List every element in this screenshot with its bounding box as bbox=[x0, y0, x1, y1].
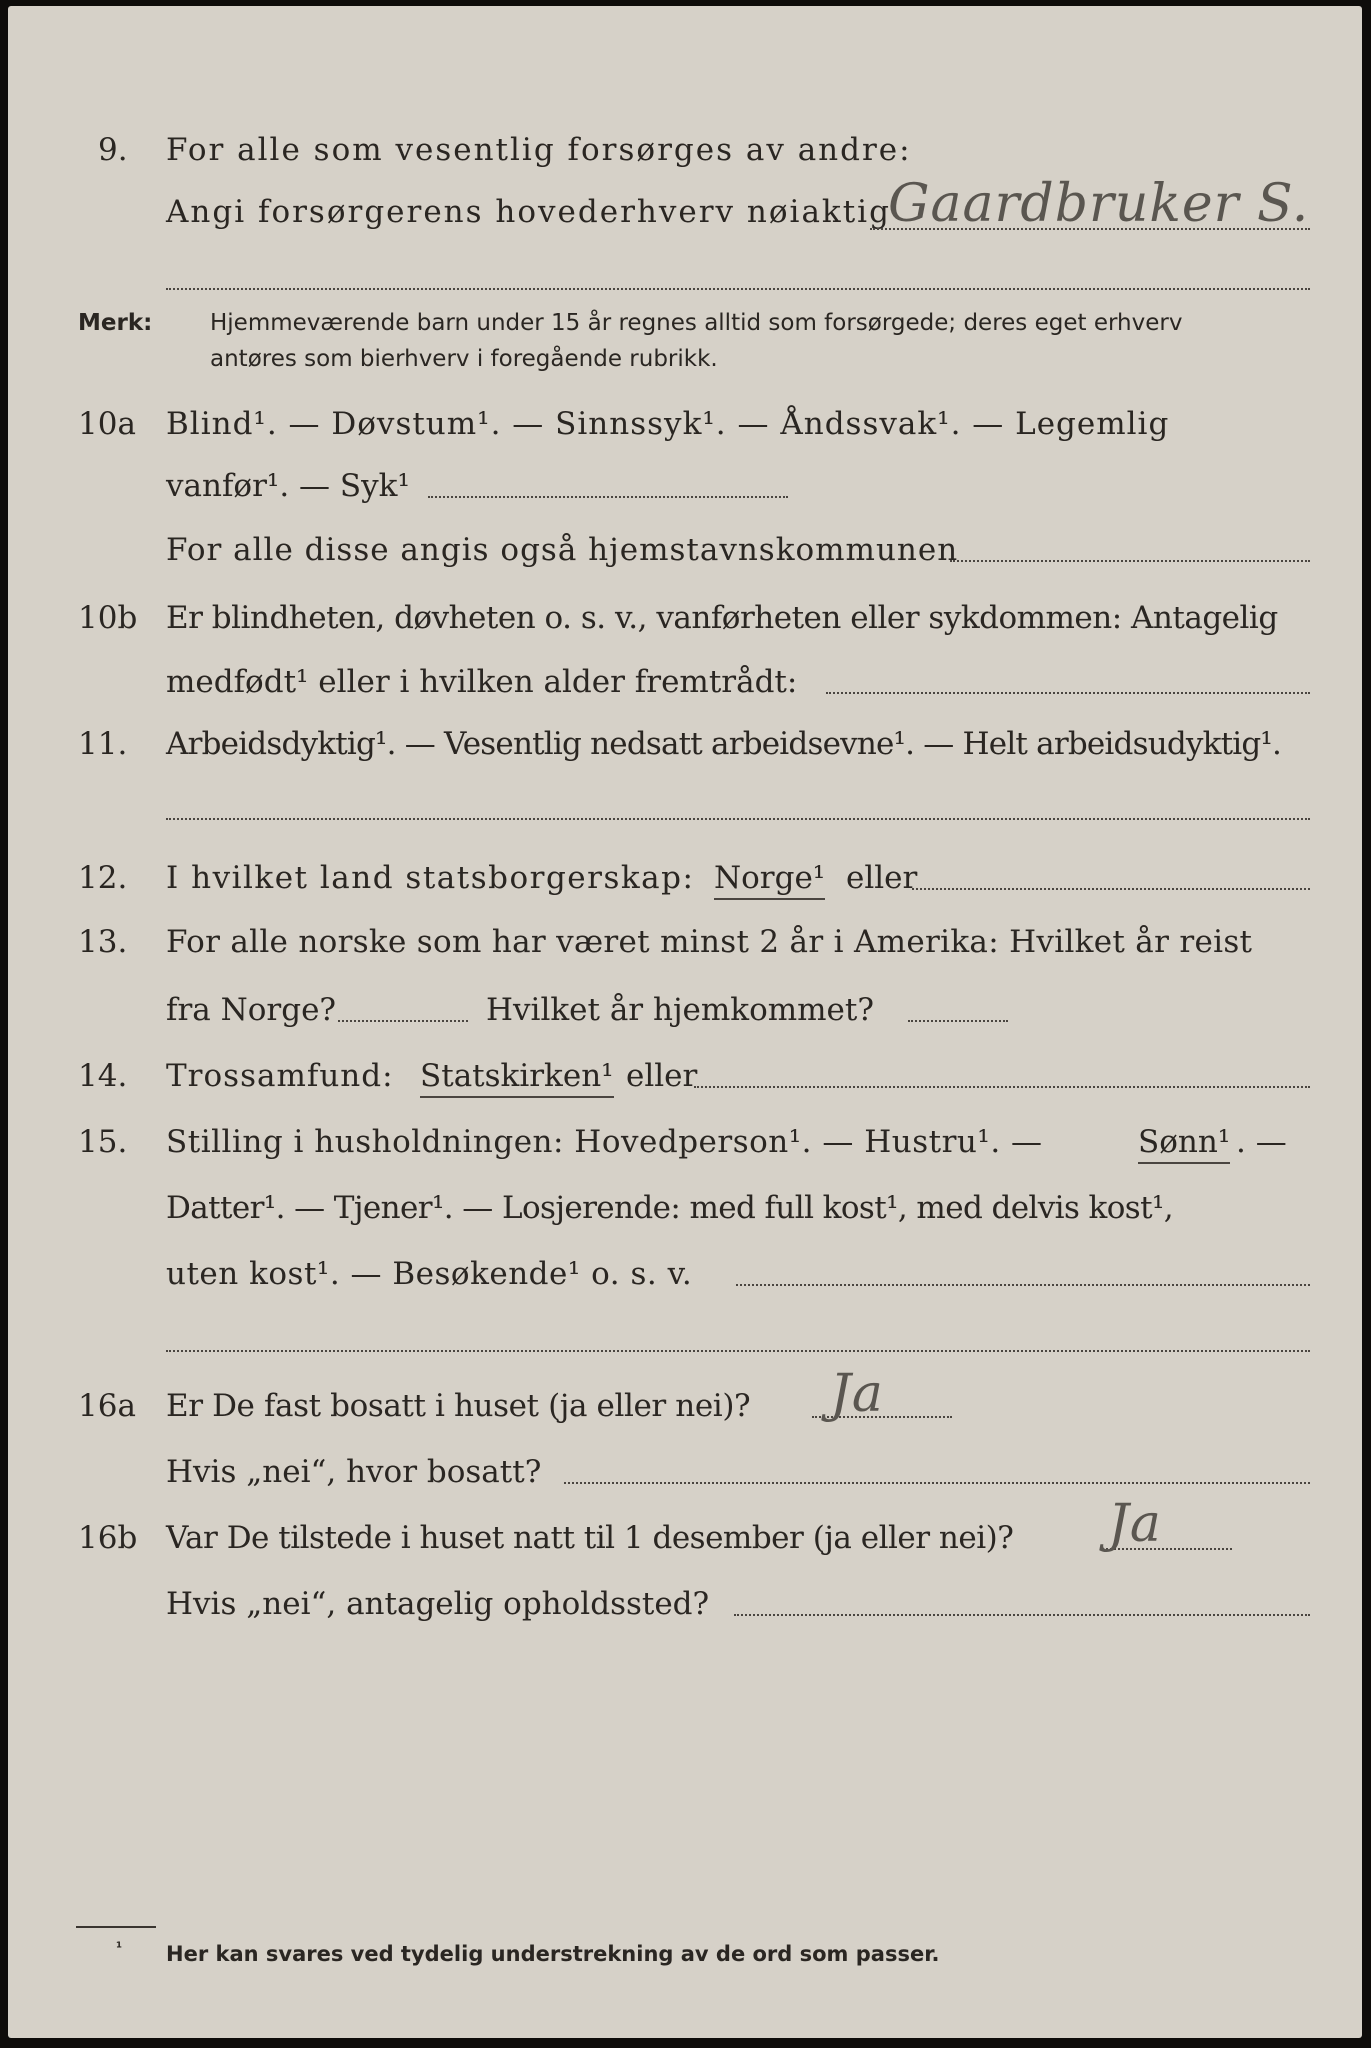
q16b-line1: Var De tilstede i huset natt til 1 desember (ja eller nei)? bbox=[166, 1520, 1014, 1556]
q16a-line2: Hvis „nei“, hvor bosatt? bbox=[166, 1454, 542, 1490]
q14-suffix: eller bbox=[626, 1058, 698, 1094]
q10b-number: 10b bbox=[78, 600, 138, 636]
q16b-opholdssted-line bbox=[734, 1614, 1310, 1616]
q9-handwritten-answer: Gaardbruker S. bbox=[888, 174, 1310, 234]
merk-line2: antøres som bierhverv i foregående rubrikk. bbox=[210, 346, 718, 372]
q16b-number: 16b bbox=[78, 1520, 138, 1556]
q16a-number: 16a bbox=[78, 1388, 136, 1424]
q14-number: 14. bbox=[78, 1058, 128, 1094]
q16a-line1: Er De fast bosatt i huset (ja eller nei)? bbox=[166, 1388, 751, 1424]
q15-line1b: . — bbox=[1236, 1124, 1287, 1160]
q14-prefix: Trossamfund: bbox=[166, 1058, 394, 1094]
merk-line1: Hjemmeværende barn under 15 år regnes alltid som forsørgede; deres eget erhverv bbox=[210, 310, 1183, 336]
q12-answer-line bbox=[912, 888, 1310, 890]
q15-number: 15. bbox=[78, 1124, 128, 1160]
q11-line1: Arbeidsdyktig¹. — Vesentlig nedsatt arbeidsevne¹. — Helt arbeidsudyktig¹. bbox=[166, 726, 1282, 762]
q11-number: 11. bbox=[78, 726, 128, 762]
q10a-syk-line bbox=[428, 496, 788, 498]
q13-reist-line bbox=[338, 1020, 468, 1022]
q12-prefix: I hvilket land statsborgerskap: bbox=[166, 860, 695, 896]
q13-line2a: fra Norge? bbox=[166, 992, 337, 1028]
q9-answer-line2 bbox=[166, 288, 1310, 290]
q14-answer-line bbox=[694, 1086, 1310, 1088]
q13-line2b: Hvilket år hjemkommet? bbox=[486, 992, 874, 1028]
q15-sonn-underlined: Sønn¹ bbox=[1138, 1122, 1230, 1164]
census-form-page bbox=[8, 6, 1362, 2038]
q15-line2: Datter¹. — Tjener¹. — Losjerende: med full kost¹, med delvis kost¹, bbox=[166, 1190, 1174, 1226]
q10a-line3: For alle disse angis også hjemstavnskommunen bbox=[166, 532, 959, 568]
q15-answer-line2 bbox=[166, 1350, 1310, 1352]
q12-norge-underlined: Norge¹ bbox=[714, 858, 825, 900]
q10a-number: 10a bbox=[78, 406, 136, 442]
q12-number: 12. bbox=[78, 860, 128, 896]
q9-line2: Angi forsørgerens hovederhverv nøiaktig bbox=[166, 194, 891, 230]
q9-number: 9. bbox=[98, 132, 128, 168]
q10a-line2: vanfør¹. — Syk¹ bbox=[166, 468, 410, 504]
q16a-bosatt-line bbox=[564, 1482, 1310, 1484]
q14-statskirken-underlined: Statskirken¹ bbox=[420, 1056, 614, 1098]
q10b-line1: Er blindheten, døvheten o. s. v., vanførheten eller sykdommen: Antagelig bbox=[166, 600, 1278, 636]
q13-number: 13. bbox=[78, 924, 128, 960]
merk-label: Merk: bbox=[78, 310, 153, 336]
footnote-mark: ¹ bbox=[116, 1940, 123, 1956]
q13-hjemkommet-line bbox=[908, 1020, 1008, 1022]
q9-line1: For alle som vesentlig forsørges av andre: bbox=[166, 132, 912, 168]
q16a-handwritten-answer: Ja bbox=[830, 1364, 884, 1424]
q12-suffix: eller bbox=[846, 860, 918, 896]
q10b-line2: medfødt¹ eller i hvilken alder fremtrådt: bbox=[166, 664, 798, 700]
q10a-kommune-line bbox=[950, 560, 1310, 562]
footnote-rule bbox=[76, 1926, 156, 1928]
q16b-line2: Hvis „nei“, antagelig opholdssted? bbox=[166, 1586, 710, 1622]
q15-line1a: Stilling i husholdningen: Hovedperson¹. — Hustru¹. — bbox=[166, 1124, 1043, 1160]
q15-answer-line bbox=[736, 1284, 1310, 1286]
q13-line1: For alle norske som har været minst 2 år i Amerika: Hvilket år reist bbox=[166, 924, 1253, 960]
q16b-handwritten-answer: Ja bbox=[1108, 1494, 1162, 1554]
footnote-text: Her kan svares ved tydelig understrekning av de ord som passer. bbox=[166, 1942, 940, 1966]
q15-line3: uten kost¹. — Besøkende¹ o. s. v. bbox=[166, 1256, 693, 1292]
q11-answer-line bbox=[166, 818, 1310, 820]
q10b-alder-line bbox=[826, 692, 1310, 694]
q10a-line1: Blind¹. — Døvstum¹. — Sinnssyk¹. — Åndssvak¹. — Legemlig bbox=[166, 406, 1170, 442]
